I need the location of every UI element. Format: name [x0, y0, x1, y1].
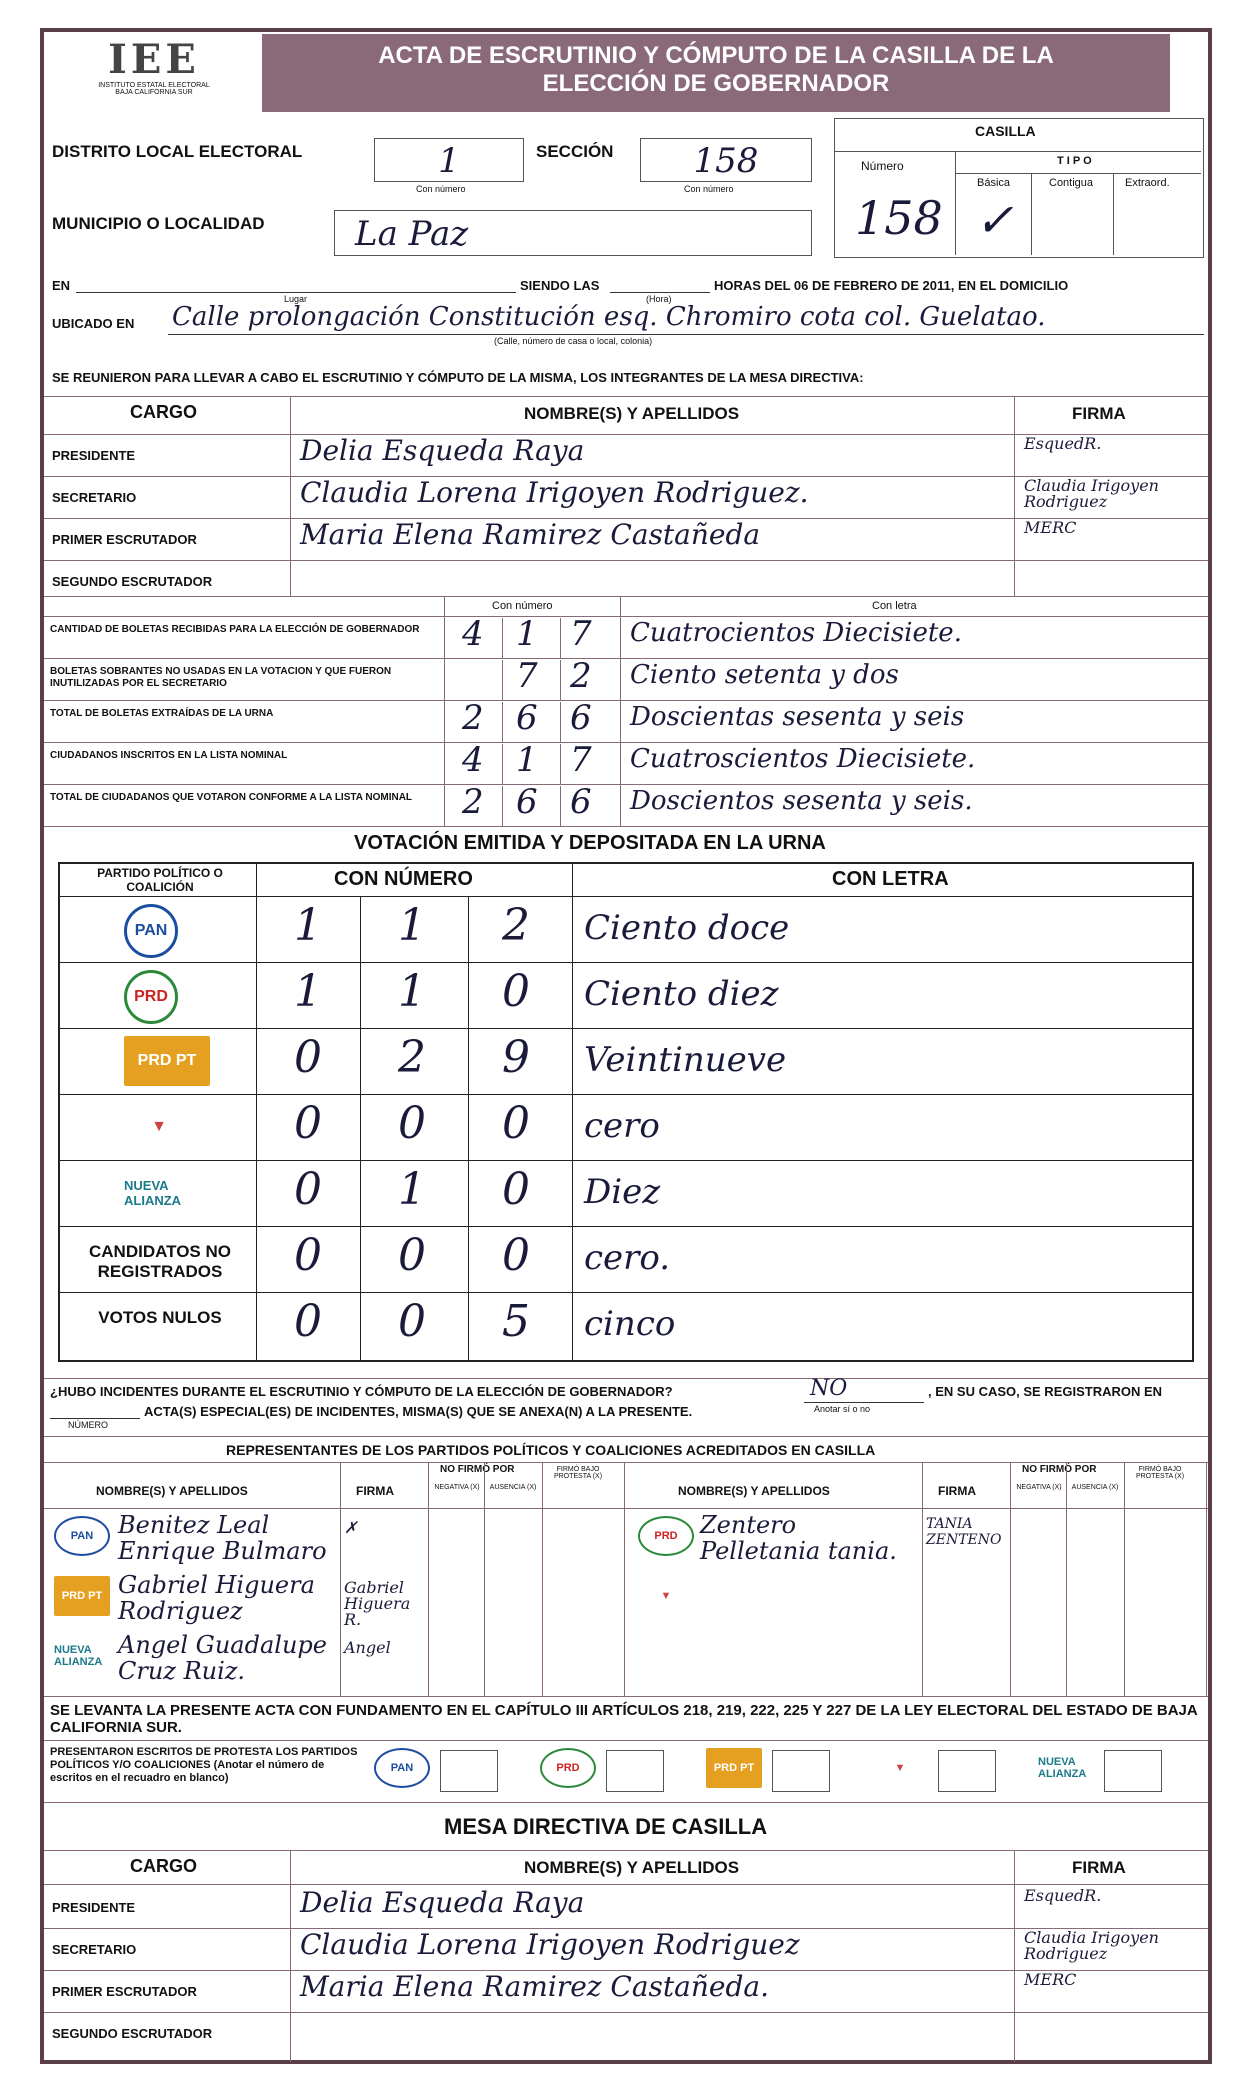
- vot-digit: 0: [502, 1230, 530, 1281]
- tipo-label: T I P O: [1057, 155, 1092, 167]
- rep-firma: TANIA ZENTENO: [926, 1516, 1002, 1548]
- boletas-letra: Ciento setenta y dos: [630, 660, 899, 690]
- mesa-cargo: SECRETARIO: [52, 1942, 137, 1957]
- boletas-digit-divider: [560, 702, 561, 742]
- boletas-row-divider: [44, 700, 1208, 701]
- incidentes-answer: NO: [810, 1376, 848, 1401]
- boletas-digit: 2: [462, 782, 484, 822]
- logo-sub1: INSTITUTO ESTATAL ELECTORAL: [98, 82, 210, 89]
- vot-digit: 1: [398, 900, 426, 951]
- iee-logo: [84, 38, 224, 102]
- votacion-col-numero: CON NÚMERO: [334, 868, 473, 890]
- mesa-row-divider: [44, 560, 1208, 561]
- protesta-count-box[interactable]: [440, 1750, 498, 1792]
- mesa-bottom-col-cargo: CARGO: [130, 1856, 197, 1876]
- vot-digit: 9: [502, 1032, 530, 1083]
- siendo-label: SIENDO LAS: [520, 278, 600, 293]
- vot-party-logo: PRD: [124, 970, 178, 1024]
- boletas-con-numero: Con número: [492, 600, 553, 612]
- vot-party-label: CANDIDATOS NO REGISTRADOS: [89, 1242, 231, 1281]
- rep-firmo-bajo: FIRMÓ BAJO PROTESTA (X): [553, 1466, 603, 1480]
- mesa-firma: EsquedR.: [1024, 434, 1102, 453]
- votacion-title: VOTACIÓN EMITIDA Y DEPOSITADA EN LA URNA: [354, 832, 826, 854]
- rep-party-logo: PRD PT: [54, 1576, 110, 1616]
- rep-col-divider: [1124, 1462, 1125, 1696]
- casilla-numero-value: 158: [855, 191, 943, 245]
- boletas-label: TOTAL DE BOLETAS EXTRAÍDAS DE LA URNA: [50, 708, 274, 719]
- boletas-row-divider: [44, 742, 1208, 743]
- boletas-label: CANTIDAD DE BOLETAS RECIBIDAS PARA LA ELECCIÓN DE GOBERNADOR: [50, 624, 420, 635]
- boletas-digit-divider: [560, 618, 561, 658]
- rep-nombre: Angel Guadalupe Cruz Ruiz.: [118, 1631, 327, 1685]
- fundamento-text: SE LEVANTA LA PRESENTE ACTA CON FUNDAMENTO EN EL CAPÍTULO III ARTÍCULOS 218, 219, 222, 225 Y 227 DE LA LEY ELECTORAL DEL ESTADO DE BAJA CALIFORNIA SUR.: [50, 1702, 1198, 1736]
- distrito-value: 1: [438, 141, 460, 181]
- basica-label: Básica: [977, 177, 1011, 189]
- vot-letra: Ciento diez: [584, 974, 779, 1014]
- vot-letra: Diez: [584, 1172, 661, 1212]
- protesta-count-box[interactable]: [938, 1750, 996, 1792]
- vot-row-divider: [60, 1094, 1192, 1095]
- vot-party-logo: PAN: [124, 904, 178, 958]
- reunieron-text: SE REUNIERON PARA LLEVAR A CABO EL ESCRUTINIO Y CÓMPUTO DE LA MISMA, LOS INTEGRANTES DE LA MESA DIRECTIVA:: [52, 370, 864, 385]
- votacion-col-letra: CON LETRA: [832, 868, 949, 890]
- casilla-label: CASILLA: [975, 123, 1036, 139]
- seccion-value: 158: [693, 141, 759, 181]
- rep-firma: Gabriel Higuera R.: [344, 1578, 411, 1629]
- vot-digit: 0: [502, 1098, 530, 1149]
- boletas-digit-divider: [502, 786, 503, 826]
- boletas-digit: 6: [570, 698, 592, 738]
- protesta-party-logo: ▼: [872, 1748, 928, 1788]
- mesa-nombre: Maria Elena Ramirez Castañeda.: [300, 1970, 769, 2003]
- rep-col-divider: [428, 1462, 429, 1696]
- protesta-count-box[interactable]: [772, 1750, 830, 1792]
- protesta-count-box[interactable]: [606, 1750, 664, 1792]
- mesa-cargo: SEGUNDO ESCRUTADOR: [52, 2026, 213, 2041]
- lugar-hint: Lugar: [284, 294, 308, 304]
- vot-row-divider: [60, 962, 1192, 963]
- boletas-digit: 7: [570, 740, 592, 780]
- title-line2: ELECCIÓN DE GOBERNADOR: [542, 70, 890, 97]
- municipio-value: La Paz: [355, 214, 469, 254]
- boletas-letra: Doscientas sesenta y seis: [630, 702, 965, 732]
- boletas-row-divider: [44, 784, 1208, 785]
- rep-party-logo: PRD: [638, 1516, 694, 1556]
- mesa-cargo: PRESIDENTE: [52, 1900, 136, 1915]
- seccion-label: SECCIÓN: [536, 142, 614, 161]
- vot-digit: 0: [294, 1296, 322, 1347]
- mesa-bottom-title: MESA DIRECTIVA DE CASILLA: [444, 1814, 768, 1839]
- boletas-digit: 6: [516, 698, 538, 738]
- ubicado-value: Calle prolongación Constitución esq. Chromiro cota col. Guelatao.: [172, 302, 1046, 332]
- con-numero-hint-1: Con número: [416, 184, 466, 194]
- rep-ausencia: AUSENCIA (X): [1071, 1484, 1119, 1491]
- acta-sheet: [40, 28, 1212, 2064]
- boletas-row-divider: [44, 658, 1208, 659]
- rep-party-logo: NUEVA ALIANZA: [54, 1636, 110, 1676]
- rep-nombre: Benitez Leal Enrique Bulmaro: [118, 1511, 327, 1565]
- mesa-top-col-nombres: NOMBRE(S) Y APELLIDOS: [524, 404, 740, 423]
- mesa-cargo: PRIMER ESCRUTADOR: [52, 1984, 197, 1999]
- boletas-digit: 6: [570, 782, 592, 822]
- mesa-firma: EsquedR.: [1024, 1886, 1102, 1905]
- rep-col-firma: FIRMA: [938, 1484, 976, 1498]
- boletas-digit: 7: [516, 656, 538, 696]
- vot-digit: 1: [294, 900, 322, 951]
- rep-firmo-bajo: FIRMÓ BAJO PROTESTA (X): [1135, 1466, 1185, 1480]
- casilla-box: [834, 118, 1204, 258]
- protesta-text: PRESENTARON ESCRITOS DE PROTESTA LOS PARTIDOS POLÍTICOS Y/O COALICIONES (Anotar el número de escritos en el recuadro en blanco): [50, 1746, 358, 1784]
- title-line1: ACTA DE ESCRUTINIO Y CÓMPUTO DE LA CASILLA DE LA: [378, 42, 1054, 69]
- votacion-table: [58, 862, 1194, 1362]
- vot-letra: cero.: [584, 1238, 671, 1278]
- vot-party-label: VOTOS NULOS: [98, 1308, 222, 1327]
- boletas-digit: 1: [516, 740, 538, 780]
- rep-header-divider: [44, 1508, 1208, 1509]
- boletas-con-letra: Con letra: [872, 600, 917, 612]
- boletas-digit-divider: [502, 702, 503, 742]
- con-numero-hint-2: Con número: [684, 184, 734, 194]
- mesa-nombre: Claudia Lorena Irigoyen Rodriguez: [300, 1928, 800, 1961]
- incidentes-line1: ¿HUBO INCIDENTES DURANTE EL ESCRUTINIO Y CÓMPUTO DE LA ELECCIÓN DE GOBERNADOR?: [50, 1384, 673, 1399]
- mesa-bottom-col-nombres: NOMBRE(S) Y APELLIDOS: [524, 1858, 740, 1877]
- vot-party-logo: NUEVA ALIANZA: [124, 1168, 194, 1218]
- boletas-letra: Cuatrocientos Diecisiete.: [630, 618, 962, 648]
- mesa-bottom-col-firma: FIRMA: [1072, 1858, 1126, 1877]
- boletas-digit: 1: [516, 614, 538, 654]
- rep-negativa: NEGATIVA (X): [434, 1484, 480, 1491]
- vot-digit: 0: [294, 1230, 322, 1281]
- vot-row-divider: [60, 1028, 1192, 1029]
- vot-digit: 0: [398, 1098, 426, 1149]
- rep-no-firmo: NO FIRMÓ POR: [440, 1464, 515, 1475]
- distrito-label: DISTRITO LOCAL ELECTORAL: [52, 142, 303, 161]
- boletas-digit: 4: [462, 614, 484, 654]
- mesa-cargo: SEGUNDO ESCRUTADOR: [52, 574, 213, 589]
- municipio-box: [334, 210, 812, 256]
- ubicado-label: UBICADO EN: [52, 316, 135, 331]
- boletas-digit: 2: [462, 698, 484, 738]
- vot-row-divider: [60, 1160, 1192, 1161]
- vot-letra: Ciento doce: [584, 908, 790, 948]
- boletas-digit-divider: [560, 744, 561, 784]
- vot-letra: cinco: [584, 1304, 676, 1344]
- seccion-box: [640, 138, 812, 182]
- boletas-row-divider: [44, 826, 1208, 827]
- logo-sub2: BAJA CALIFORNIA SUR: [115, 89, 193, 96]
- rep-firma: ✗: [344, 1518, 358, 1537]
- vot-digit: 1: [398, 966, 426, 1017]
- boletas-digit: 4: [462, 740, 484, 780]
- vot-digit: 0: [294, 1098, 322, 1149]
- basica-check: ✓: [975, 193, 1014, 247]
- boletas-digit-divider: [502, 744, 503, 784]
- title-band: [262, 34, 1170, 112]
- rep-col-divider: [1010, 1462, 1011, 1696]
- hora-hint: (Hora): [646, 294, 672, 304]
- horas-text: HORAS DEL 06 DE FEBRERO DE 2011, EN EL DOMICILIO: [714, 278, 1069, 293]
- rep-col-divider: [542, 1462, 543, 1696]
- mesa-firma: MERC: [1024, 1970, 1077, 1989]
- rep-nombre: Zentero Pelletania tania.: [700, 1511, 897, 1565]
- rep-col-divider: [484, 1462, 485, 1696]
- protesta-party-logo: NUEVA ALIANZA: [1038, 1748, 1094, 1788]
- vot-digit: 0: [294, 1032, 322, 1083]
- mesa-nombre: Maria Elena Ramirez Castañeda: [300, 518, 761, 551]
- boletas-letra: Cuatroscientos Diecisiete.: [630, 744, 976, 774]
- vot-digit: 0: [502, 1164, 530, 1215]
- vot-row-divider: [60, 1292, 1192, 1293]
- vot-digit: 0: [294, 1164, 322, 1215]
- vot-digit: 0: [502, 966, 530, 1017]
- rep-col-divider: [340, 1462, 341, 1696]
- rep-col-divider: [922, 1462, 923, 1696]
- boletas-digit-divider: [502, 618, 503, 658]
- rep-col-divider: [1066, 1462, 1067, 1696]
- vot-digit: 5: [502, 1296, 530, 1347]
- boletas-label: BOLETAS SOBRANTES NO USADAS EN LA VOTACION Y QUE FUERON INUTILIZADAS POR EL SECRETARIO: [50, 666, 392, 689]
- mesa-firma: Claudia Irigoyen Rodriguez: [1024, 476, 1159, 511]
- mesa-row-divider: [44, 2012, 1208, 2013]
- boletas-digit: 2: [570, 656, 592, 696]
- incidentes-answer-hint: Anotar sí o no: [814, 1404, 871, 1414]
- protesta-party-logo: PRD: [540, 1748, 596, 1788]
- rep-col-divider: [1206, 1462, 1207, 1696]
- numero-label: Número: [861, 159, 904, 173]
- rep-nombre: Gabriel Higuera Rodriguez: [118, 1571, 315, 1625]
- calle-hint: (Calle, número de casa o local, colonia): [494, 336, 653, 346]
- mesa-firma: Claudia Irigoyen Rodriguez: [1024, 1928, 1159, 1963]
- incidentes-line1-end: , EN SU CASO, SE REGISTRARON EN: [928, 1384, 1163, 1399]
- municipio-label: MUNICIPIO O LOCALIDAD: [52, 214, 265, 233]
- vot-row-divider: [60, 1226, 1192, 1227]
- vot-digit: 0: [398, 1230, 426, 1281]
- vot-digit: 0: [398, 1296, 426, 1347]
- rep-negativa: NEGATIVA (X): [1016, 1484, 1062, 1491]
- mesa-nombre: Delia Esqueda Raya: [300, 1886, 585, 1919]
- vot-party-logo: ▼: [124, 1102, 194, 1152]
- boletas-digit-divider: [502, 660, 503, 700]
- vot-letra: Veintinueve: [584, 1040, 787, 1080]
- vot-party-logo: PRD PT: [124, 1036, 210, 1086]
- mesa-cargo: PRIMER ESCRUTADOR: [52, 532, 197, 547]
- distrito-box: [374, 138, 524, 182]
- boletas-digit: 7: [570, 614, 592, 654]
- rep-col-firma: FIRMA: [356, 1484, 394, 1498]
- protesta-party-logo: PAN: [374, 1748, 430, 1788]
- boletas-digit-divider: [560, 660, 561, 700]
- logo-text: IEE: [108, 36, 200, 83]
- rep-firma: Angel: [344, 1638, 391, 1657]
- rep-col-divider: [624, 1462, 625, 1696]
- mesa-nombre: Claudia Lorena Irigoyen Rodriguez.: [300, 476, 809, 509]
- boletas-digit: 6: [516, 782, 538, 822]
- vot-digit: 1: [398, 1164, 426, 1215]
- rep-col-nombres: NOMBRE(S) Y APELLIDOS: [96, 1484, 248, 1498]
- en-label: EN: [52, 278, 71, 293]
- rep-title: REPRESENTANTES DE LOS PARTIDOS POLÍTICOS Y COALICIONES ACREDITADOS EN CASILLA: [226, 1442, 876, 1458]
- incidentes-line2: ACTA(S) ESPECIAL(ES) DE INCIDENTES, MISMA(S) QUE SE ANEXA(N) A LA PRESENTE.: [144, 1404, 693, 1419]
- extraord-label: Extraord.: [1125, 177, 1170, 189]
- rep-party-logo: PAN: [54, 1516, 110, 1556]
- mesa-cargo: SECRETARIO: [52, 490, 137, 505]
- boletas-label: CIUDADANOS INSCRITOS EN LA LISTA NOMINAL: [50, 750, 288, 761]
- boletas-label: TOTAL DE CIUDADANOS QUE VOTARON CONFORME A LA LISTA NOMINAL: [50, 792, 413, 803]
- vot-digit: 2: [398, 1032, 426, 1083]
- mesa-nombre: Delia Esqueda Raya: [300, 434, 585, 467]
- mesa-cargo: PRESIDENTE: [52, 448, 136, 463]
- protesta-party-logo: PRD PT: [706, 1748, 762, 1788]
- protesta-count-box[interactable]: [1104, 1750, 1162, 1792]
- mesa-firma: MERC: [1024, 518, 1077, 537]
- mesa-top-col-firma: FIRMA: [1072, 404, 1126, 423]
- rep-ausencia: AUSENCIA (X): [489, 1484, 537, 1491]
- boletas-letra: Doscientos sesenta y seis.: [630, 786, 973, 816]
- boletas-digit-divider: [560, 786, 561, 826]
- rep-no-firmo: NO FIRMÓ POR: [1022, 1464, 1097, 1475]
- vot-digit: 2: [502, 900, 530, 951]
- vot-digit: 1: [294, 966, 322, 1017]
- rep-party-logo: ▼: [638, 1576, 694, 1616]
- votacion-col-partido: PARTIDO POLÍTICO O COALICIÓN: [97, 866, 223, 894]
- contigua-label: Contigua: [1049, 177, 1094, 189]
- mesa-top-col-cargo: CARGO: [130, 402, 197, 422]
- rep-col-nombres: NOMBRE(S) Y APELLIDOS: [678, 1484, 830, 1498]
- incidentes-numero-hint: NÚMERO: [68, 1420, 108, 1430]
- vot-letra: cero: [584, 1106, 660, 1146]
